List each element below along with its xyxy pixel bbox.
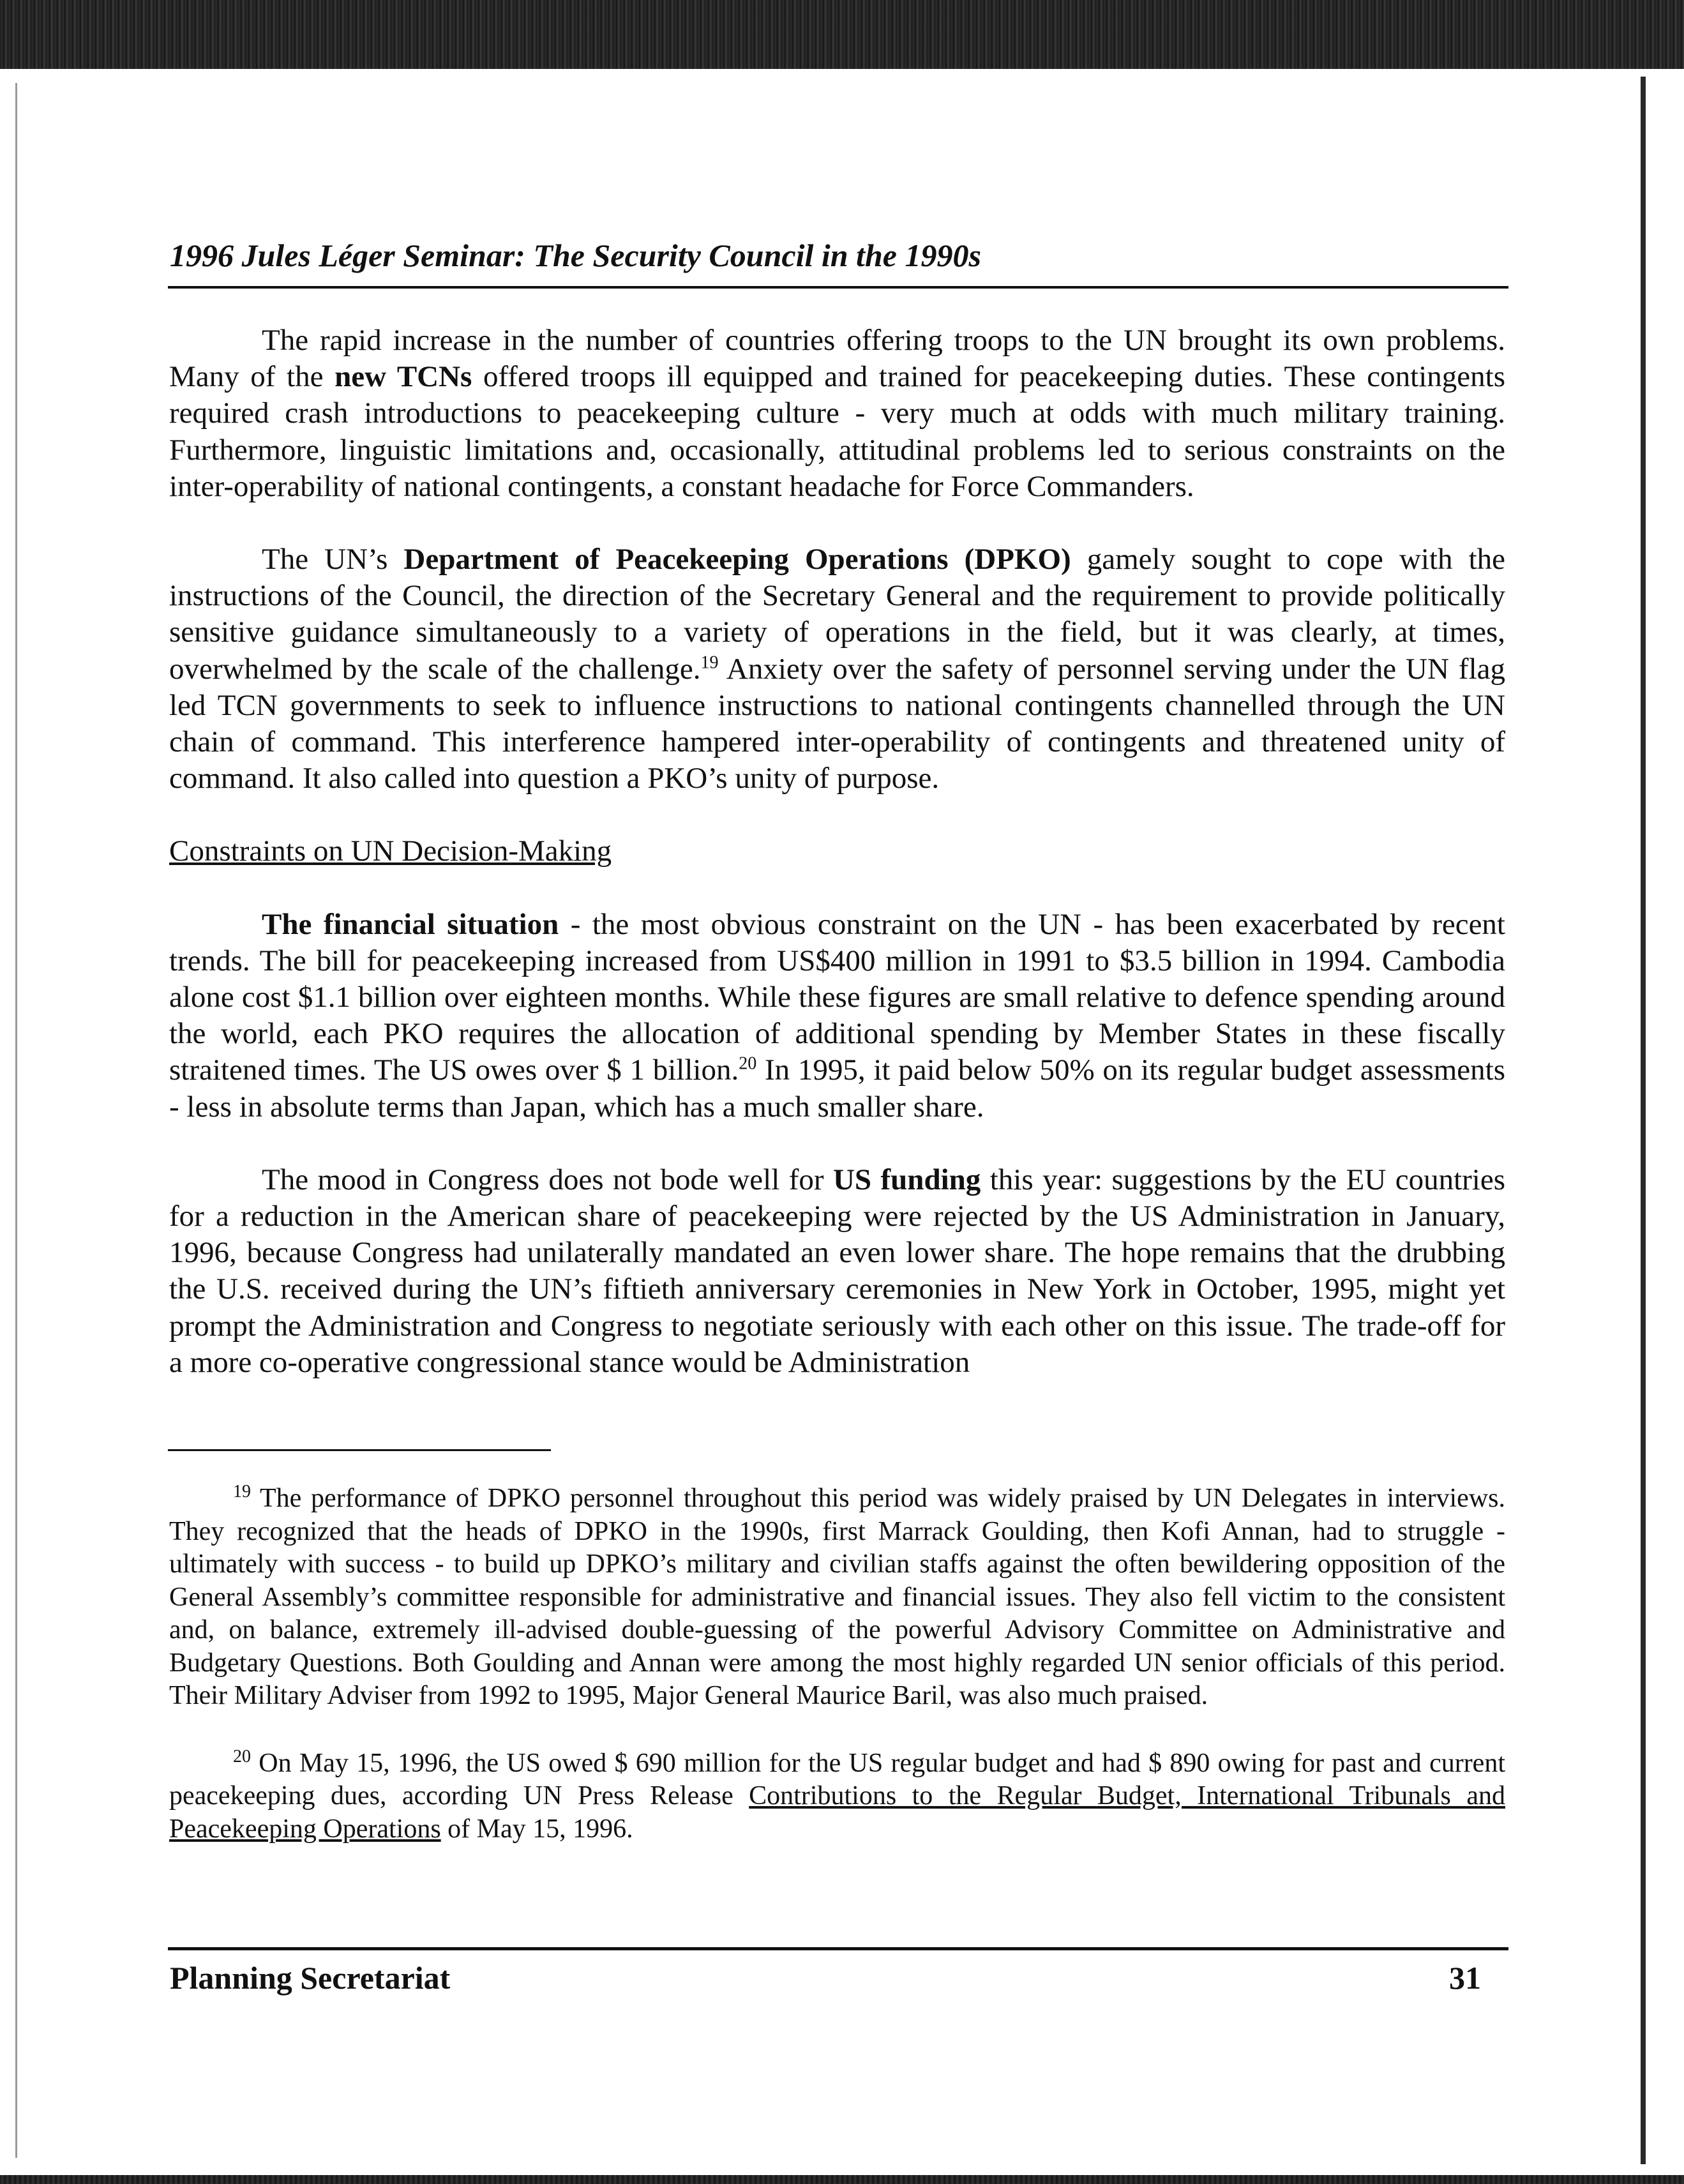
body-text [169, 322, 1505, 1417]
bold-term-financial-situation: The financial situation [262, 907, 559, 941]
paragraph-dpko [169, 541, 1505, 797]
footnote-text: of May 15, 1996. [440, 1814, 633, 1844]
section-heading: Constraints on UN Decision-Making [169, 834, 612, 868]
footnote-separator [168, 1449, 551, 1451]
header-rule [168, 286, 1508, 289]
footnote-text: On May 15, 1996, the US owed $ 690 million for the US regular budget and had $ 890 owing for past and current peacekeeping dues, according UN Press Release [169, 1748, 1505, 1811]
footer-organization: Planning Secretariat [170, 1960, 451, 1996]
text-run: this year: suggestions by the EU countries for a reduction in the American share of peacekeeping were rejected by the US Administration in January, 1996, because Congress had unilaterally mandated an even lower share. The hope remains that the drubbing the U.S. received during the UN’s fiftieth anniversary ceremonies in New York in October, 1995, might yet prompt the Administration and Congress to negotiate seriously with each other on this issue. The trade-off for a more co-operative congressional stance would be Administration [169, 1163, 1505, 1379]
text-run: Anxiety over the safety of personnel serving under the UN flag led TCN governments to seek to influence instructions to national contingents channelled through the UN chain of command. This interference hampered inter-operability of contingents and threatened unity of command. It also called into question a PKO’s unity of purpose. [169, 652, 1505, 795]
scan-top-border [0, 0, 1684, 69]
scan-right-edge [1641, 77, 1646, 2164]
footnote-text: The performance of DPKO personnel throughout this period was widely praised by UN Delegates in interviews. They recognized that the heads of DPKO in the 1990s, first Marrack Goulding, then Kofi Annan, had to struggle - ultimately with success - to build up DPKO’s military and civilian staffs against the often bewildering opposition of the General Assembly’s committee responsible for administrative and financial issues. They also fell victim to the consistent and, on balance, extremely ill-advised double-guessing of the powerful Advisory Committee on Administrative and Budgetary Questions. Both Goulding and Annan were among the most highly regarded UN senior officials of this period. Their Military Adviser from 1992 to 1995, Major General Maurice Baril, was also much praised. [169, 1484, 1505, 1710]
text-run: The UN’s [262, 543, 404, 576]
paragraph-financial [169, 907, 1505, 1126]
footnote-ref-19: 19 [700, 652, 719, 672]
text-run: The rapid increase in the number of countries offering troops to the UN brought its own problems. Many of the [169, 324, 1505, 394]
footnotes [169, 1482, 1505, 1880]
paragraph-congress [169, 1162, 1505, 1381]
footnote-number: 20 [233, 1746, 251, 1766]
bold-term-new-tcns: new TCNs [335, 360, 472, 394]
footnote-number: 19 [233, 1482, 251, 1502]
paragraph-tcn [169, 322, 1505, 505]
scan-bottom-border [0, 2175, 1684, 2184]
text-run: - the most obvious constraint on the UN - has been exacerbated by recent trends. The bill for peacekeeping increased from US$400 million in 1991 to $3.5 billion in 1994. Cambodia alone cost $1.1 billion over eighteen months. While these figures are small relative to defence spending around the world, each PKO requires the allocation of additional spending by Member States in these fiscally straitened times. The US owes over $ 1 billion. [169, 907, 1505, 1087]
text-run: offered troops ill equipped and trained for peacekeeping duties. These contingents required crash introductions to peacekeeping culture - very much at odds with much military training. Furthermore, linguistic limitations and, occasionally, attitudinal problems led to serious constraints on the inter-operability of national contingents, a constant headache for Force Commanders. [169, 360, 1505, 503]
text-run: The mood in Congress does not bode well for [262, 1163, 833, 1196]
scan-left-edge [15, 83, 17, 2158]
press-release-title: Contributions to the Regular Budget, International Tribunals and Peacekeeping Operations [169, 1781, 1505, 1844]
footnote-19 [169, 1482, 1505, 1713]
text-run: In 1995, it paid below 50% on its regular budget assessments - less in absolute terms than Japan, which has a much smaller share. [169, 1053, 1505, 1124]
text-run: gamely sought to cope with the instructions of the Council, the direction of the Secretary General and the requirement to provide politically sensitive guidance simultaneously to a variety of operations in the field, but it was clearly, at times, overwhelmed by the scale of the challenge. [169, 543, 1505, 686]
footer-rule [168, 1947, 1508, 1950]
footnote-ref-20: 20 [739, 1053, 757, 1074]
footnote-20 [169, 1747, 1505, 1846]
running-header: 1996 Jules Léger Seminar: The Security Council in the 1990s [170, 237, 981, 273]
bold-term-us-funding: US funding [832, 1163, 981, 1196]
page-number: 31 [1449, 1960, 1481, 1996]
bold-term-dpko: Department of Peacekeeping Operations (DPKO) [403, 543, 1071, 576]
